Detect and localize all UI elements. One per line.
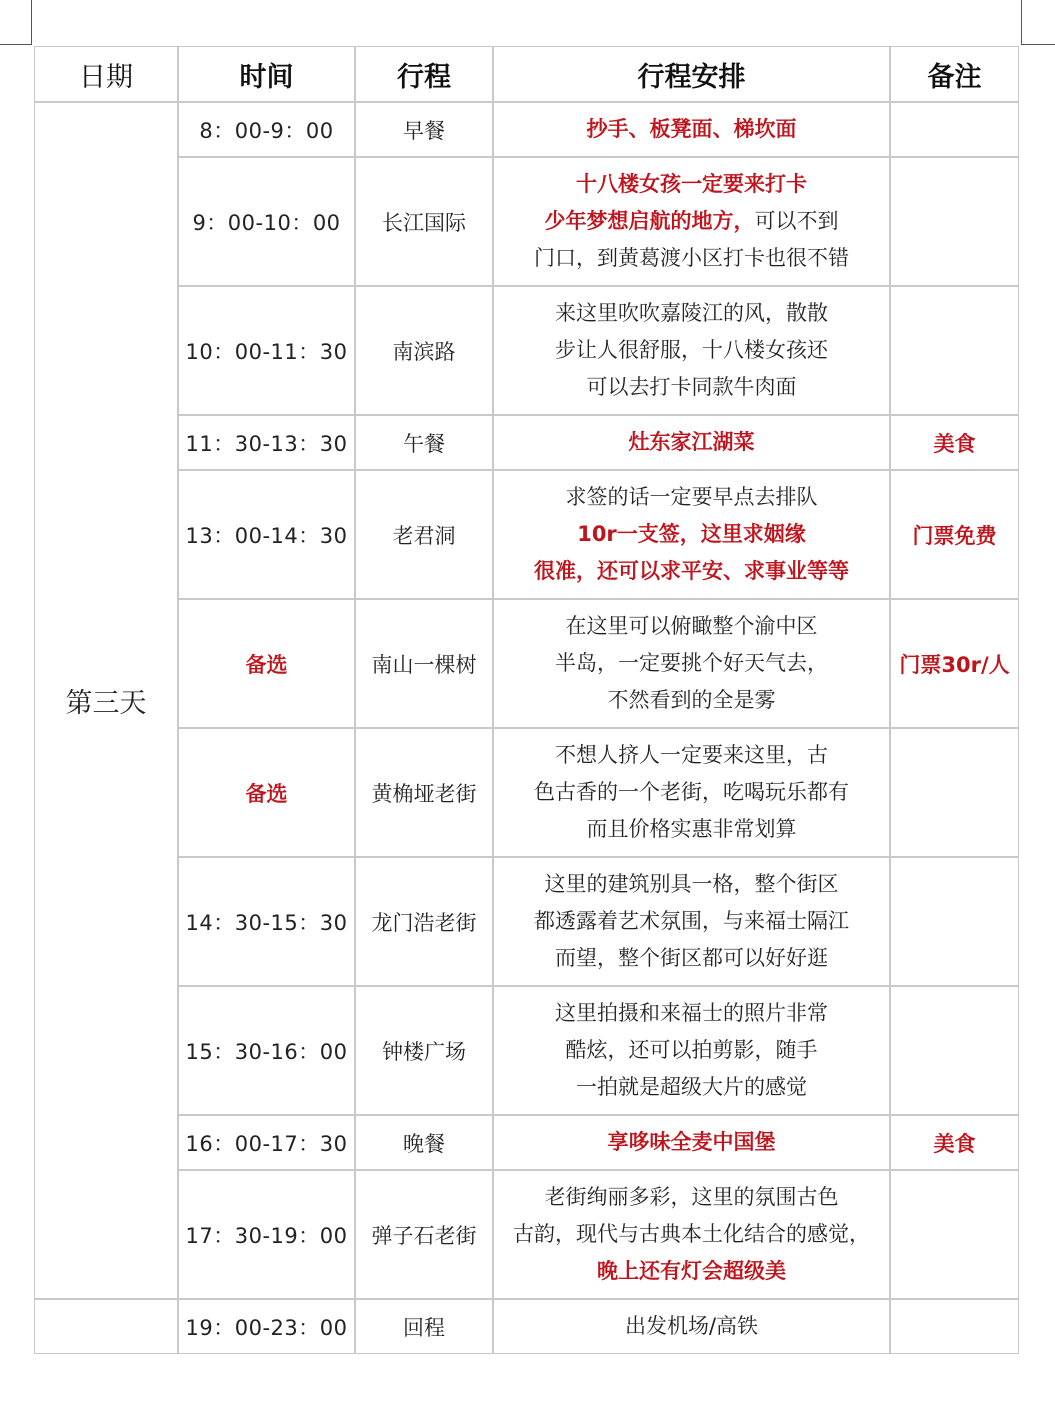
header-date: 日期	[34, 46, 178, 102]
arrangement-line	[494, 111, 889, 148]
arrangement-line	[494, 369, 889, 406]
note-cell: 门票免费	[890, 470, 1019, 599]
arrangement-text: 都透露着艺术氛围，与来福士隔江	[534, 909, 849, 933]
arrangement-cell	[493, 102, 890, 157]
arrangement-cell	[493, 1170, 890, 1299]
note-cell	[890, 857, 1019, 986]
highlight-text: 少年梦想启航的地方，	[544, 209, 755, 233]
table-row	[34, 599, 1019, 728]
arrangement-cell	[493, 986, 890, 1115]
arrangement-text: 出发机场/高铁	[624, 1314, 759, 1338]
header-arrangement: 行程安排	[493, 46, 890, 102]
arrangement-cell	[493, 857, 890, 986]
header-notes: 备注	[890, 46, 1019, 102]
arrangement-text: 半岛，一定要挑个好天气去，	[555, 651, 828, 675]
arrangement-text: 可以不到	[754, 209, 839, 233]
table-row	[34, 986, 1019, 1115]
arrangement-cell	[493, 1115, 890, 1170]
final-row	[34, 1299, 1019, 1354]
arrangement-cell	[493, 286, 890, 415]
highlight-text: 很准，还可以求平安、求事业等等	[534, 559, 849, 583]
highlight-text: 十八楼女孩一定要来打卡	[576, 172, 807, 196]
table-row	[34, 157, 1019, 286]
arrangement-line	[494, 203, 889, 240]
place-cell: 弹子石老街	[355, 1170, 493, 1299]
table-row	[34, 102, 1019, 157]
note-cell: 门票30r/人	[890, 599, 1019, 728]
time-cell: 10：00-11：30	[178, 286, 355, 415]
time-cell: 15：30-16：00	[178, 986, 355, 1115]
arrangement-text: 色古香的一个老街，吃喝玩乐都有	[534, 780, 849, 804]
arrangement-line	[494, 1179, 889, 1216]
arrangement-line	[494, 1069, 889, 1106]
note-cell	[890, 1170, 1019, 1299]
arrangement-text: 求签的话一定要早点去排队	[565, 485, 818, 509]
header-time: 时间	[178, 46, 355, 102]
header-row	[34, 46, 1019, 102]
arrangement-cell	[493, 470, 890, 599]
arrangement-cell	[493, 728, 890, 857]
place-cell: 早餐	[355, 102, 493, 157]
arrangement-line	[494, 240, 889, 277]
table-row	[34, 1170, 1019, 1299]
arrangement-line	[494, 332, 889, 369]
day-empty-cell	[34, 1299, 178, 1354]
place-cell: 老君洞	[355, 470, 493, 599]
place-cell: 南山一棵树	[355, 599, 493, 728]
arrangement-line	[494, 166, 889, 203]
note-cell	[890, 1299, 1019, 1354]
arrangement-line	[494, 940, 889, 977]
table-row	[34, 415, 1019, 470]
time-cell: 备选	[178, 599, 355, 728]
note-cell	[890, 157, 1019, 286]
note-cell: 美食	[890, 415, 1019, 470]
arrangement-line	[494, 737, 889, 774]
arrangement-cell	[493, 157, 890, 286]
arrangement-line	[494, 295, 889, 332]
arrangement-line	[494, 608, 889, 645]
time-cell: 备选	[178, 728, 355, 857]
place-cell: 黄桷垭老街	[355, 728, 493, 857]
crop-mark-right-horizontal	[1021, 44, 1055, 45]
note-cell	[890, 728, 1019, 857]
arrangement-line	[494, 1124, 889, 1161]
note-cell	[890, 102, 1019, 157]
arrangement-text: 而望，整个街区都可以好好逛	[555, 946, 828, 970]
arrangement-text: 不想人挤人一定要来这里，古	[555, 743, 828, 767]
arrangement-text: 而且价格实惠非常划算	[586, 817, 797, 841]
arrangement-text: 古韵，现代与古典本土化结合的感觉，	[513, 1222, 870, 1246]
time-cell: 9：00-10：00	[178, 157, 355, 286]
arrangement-line	[494, 866, 889, 903]
note-cell: 美食	[890, 1115, 1019, 1170]
arrangement-text: 酷炫，还可以拍剪影，随手	[565, 1038, 818, 1062]
arrangement-line	[494, 424, 889, 461]
time-cell: 14：30-15：30	[178, 857, 355, 986]
arrangement-text: 门口，到黄葛渡小区打卡也很不错	[534, 246, 849, 270]
time-cell: 16：00-17：30	[178, 1115, 355, 1170]
time-cell: 8：00-9：00	[178, 102, 355, 157]
arrangement-line	[494, 903, 889, 940]
table-row	[34, 728, 1019, 857]
table-row	[34, 470, 1019, 599]
crop-mark-left-horizontal	[0, 44, 32, 45]
arrangement-cell	[493, 599, 890, 728]
highlight-text: 抄手、板凳面、梯坎面	[586, 117, 797, 141]
day-label: 第三天	[34, 102, 178, 1299]
time-cell: 13：00-14：30	[178, 470, 355, 599]
arrangement-text: 老街绚丽多彩，这里的氛围古色	[544, 1185, 839, 1209]
time-cell: 11：30-13：30	[178, 415, 355, 470]
highlight-text: 10r一支签，这里求姻缘	[577, 522, 806, 546]
arrangement-text: 可以去打卡同款牛肉面	[586, 375, 797, 399]
itinerary-body	[34, 102, 1019, 1354]
arrangement-line	[494, 1308, 889, 1345]
place-cell: 南滨路	[355, 286, 493, 415]
table-row	[34, 286, 1019, 415]
arrangement-line	[494, 811, 889, 848]
place-cell: 钟楼广场	[355, 986, 493, 1115]
arrangement-text: 来这里吹吹嘉陵江的风，散散	[555, 301, 828, 325]
header-itinerary: 行程	[355, 46, 493, 102]
arrangement-line	[494, 682, 889, 719]
table-row	[34, 1115, 1019, 1170]
highlight-text: 享哆味全麦中国堡	[607, 1130, 776, 1154]
arrangement-cell	[493, 1299, 890, 1354]
note-cell	[890, 286, 1019, 415]
arrangement-line	[494, 645, 889, 682]
place-cell: 龙门浩老街	[355, 857, 493, 986]
itinerary-table	[34, 46, 1019, 1354]
arrangement-line	[494, 995, 889, 1032]
place-cell: 回程	[355, 1299, 493, 1354]
arrangement-text: 这里拍摄和来福士的照片非常	[555, 1001, 828, 1025]
highlight-text: 灶东家江湖菜	[628, 430, 755, 454]
time-cell: 17：30-19：00	[178, 1170, 355, 1299]
crop-mark-right-vertical	[1021, 0, 1022, 44]
place-cell: 长江国际	[355, 157, 493, 286]
arrangement-line	[494, 479, 889, 516]
arrangement-line	[494, 553, 889, 590]
time-cell: 19：00-23：00	[178, 1299, 355, 1354]
arrangement-text: 这里的建筑别具一格，整个街区	[544, 872, 839, 896]
arrangement-line	[494, 1216, 889, 1253]
arrangement-text: 不然看到的全是雾	[607, 688, 776, 712]
place-cell: 午餐	[355, 415, 493, 470]
arrangement-text: 步让人很舒服，十八楼女孩还	[555, 338, 828, 362]
arrangement-text: 在这里可以俯瞰整个渝中区	[565, 614, 818, 638]
arrangement-line	[494, 774, 889, 811]
arrangement-cell	[493, 415, 890, 470]
arrangement-text: 一拍就是超级大片的感觉	[576, 1075, 807, 1099]
note-cell	[890, 986, 1019, 1115]
place-cell: 晚餐	[355, 1115, 493, 1170]
arrangement-line	[494, 1253, 889, 1290]
crop-mark-left-vertical	[31, 0, 32, 44]
arrangement-line	[494, 1032, 889, 1069]
table-row	[34, 857, 1019, 986]
highlight-text: 晚上还有灯会超级美	[597, 1259, 786, 1283]
arrangement-line	[494, 516, 889, 553]
